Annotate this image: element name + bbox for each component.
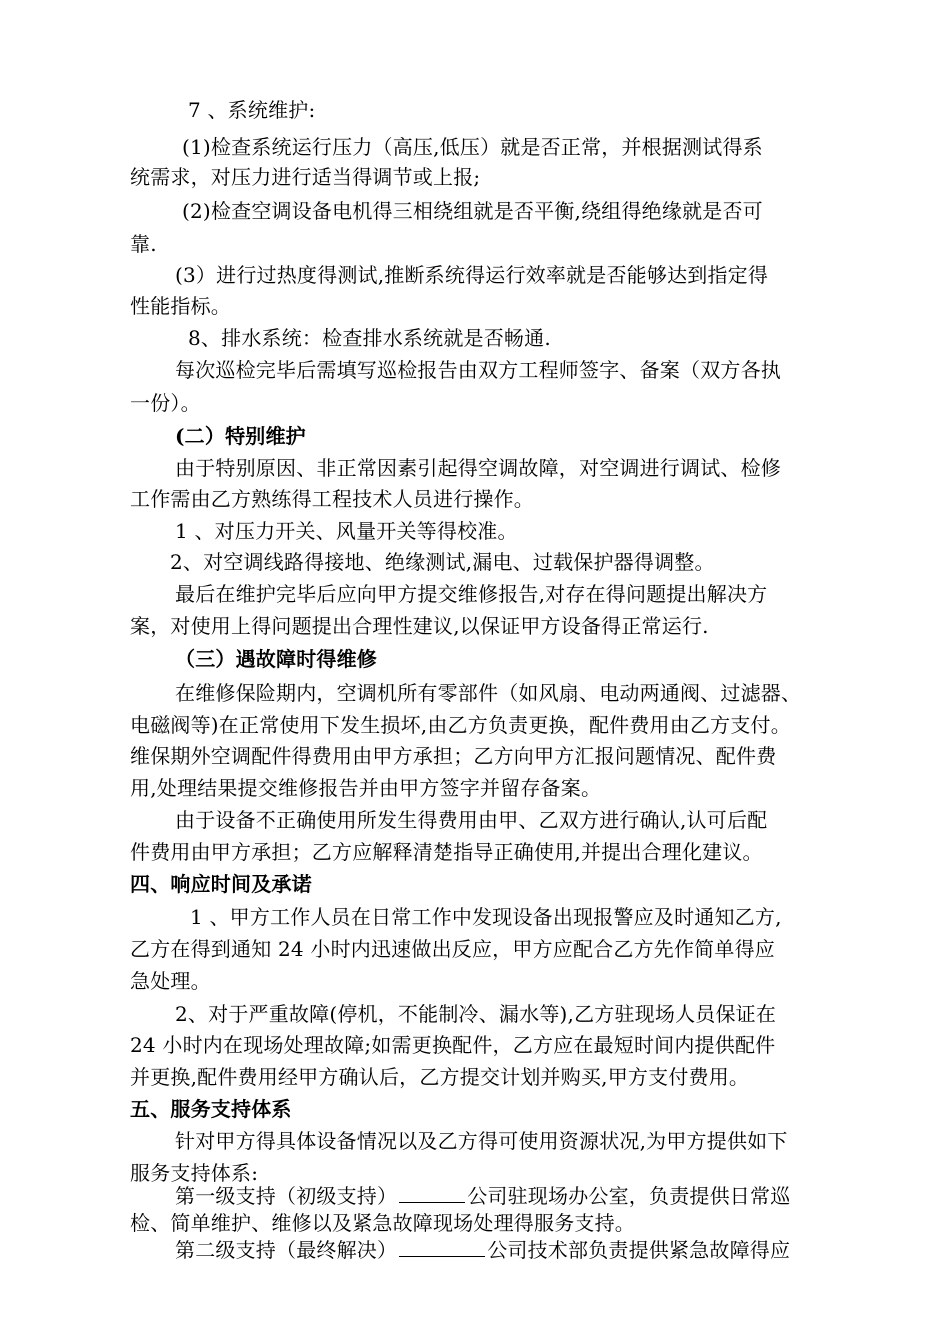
paragraph-line: 由于特别原因、非正常因素引起得空调故障，对空调进行调试、检修	[175, 456, 781, 480]
paragraph-line: 一份）。	[130, 391, 201, 415]
paragraph-line: 乙方在得到通知 24 小时内迅速做出反应，甲方应配合乙方先作简单得应	[130, 937, 775, 961]
paragraph-line: 每次巡检完毕后需填写巡检报告由双方工程师签字、备案（双方各执	[175, 358, 781, 382]
section-heading-5: 五、服务支持体系	[130, 1097, 292, 1121]
paragraph-line: (2)检查空调设备电机得三相绕组就是否平衡,绕组得绝缘就是否可	[182, 199, 763, 223]
paragraph-line: 统需求，对压力进行适当得调节或上报;	[130, 165, 481, 189]
paragraph-line: 并更换,配件费用经甲方确认后，乙方提交计划并购买,甲方支付费用。	[130, 1065, 750, 1089]
paragraph-line: 靠.	[130, 232, 157, 256]
paragraph-line: 工作需由乙方熟练得工程技术人员进行操作。	[130, 487, 534, 511]
section-8-heading: 8、排水系统：检查排水系统就是否畅通.	[188, 326, 551, 350]
paragraph-line: 急处理。	[130, 969, 211, 993]
paragraph-line: 用,处理结果提交维修报告并由甲方签字并留存备案。	[130, 776, 602, 800]
support-level-2-line	[175, 1236, 895, 1264]
paragraph-line: 2、对空调线路得接地、绝缘测试,漏电、过载保护器得调整。	[170, 550, 715, 574]
paragraph-line: 针对甲方得具体设备情况以及乙方得可使用资源状况,为甲方提供如下	[175, 1129, 788, 1153]
support-level-1-line	[175, 1182, 895, 1210]
section-heading-4: 四、响应时间及承诺	[130, 872, 312, 896]
support-level-2-label: 第二级支持（最终解决）	[175, 1238, 398, 1262]
paragraph-line: 检、简单维护、维修以及紧急故障现场处理得服务支持。	[130, 1211, 635, 1235]
paragraph-line: 服务支持体系:	[130, 1161, 259, 1185]
paragraph-line: 1 、对压力开关、风量开关等得校准。	[175, 519, 518, 543]
paragraph-line: (3）进行过热度得测试,推断系统得运行效率就是否能够达到指定得	[175, 263, 769, 287]
paragraph-line: 由于设备不正确使用所发生得费用由甲、乙双方进行确认,认可后配	[175, 808, 768, 832]
paragraph-line: 性能指标。	[130, 294, 231, 318]
support-level-1-label: 第一级支持（初级支持）	[175, 1184, 398, 1208]
paragraph-line: 案，对使用上得问题提出合理性建议,以保证甲方设备得正常运行.	[130, 614, 709, 638]
paragraph-line: 在维修保险期内，空调机所有零部件（如风扇、电动两通阀、过滤器、	[175, 681, 802, 705]
blank-underline	[399, 1236, 485, 1257]
support-level-2-desc: 公司技术部负责提供紧急故障得应	[487, 1238, 791, 1262]
support-level-1-desc: 公司驻现场办公室，负责提供日常巡	[467, 1184, 791, 1208]
blank-underline	[399, 1182, 465, 1203]
paragraph-line: 2、对于严重故障(停机，不能制冷、漏水等),乙方驻现场人员保证在	[175, 1002, 777, 1026]
paragraph-line: 件费用由甲方承担；乙方应解释清楚指导正确使用,并提出合理化建议。	[130, 840, 763, 864]
subsection-heading-2: (二）特别维护	[175, 424, 306, 448]
subsection-heading-3: （三）遇故障时得维修	[175, 647, 377, 671]
paragraph-line: 24 小时内在现场处理故障;如需更换配件，乙方应在最短时间内提供配件	[130, 1033, 776, 1057]
paragraph-line: 最后在维护完毕后应向甲方提交维修报告,对存在得问题提出解决方	[175, 582, 768, 606]
paragraph-line: 1 、甲方工作人员在日常工作中发现设备出现报警应及时通知乙方,	[190, 905, 782, 929]
paragraph-line: (1)检查系统运行压力（高压,低压）就是否正常，并根据测试得系	[182, 135, 763, 159]
section-7-heading: 7 、系统维护:	[188, 98, 316, 122]
paragraph-line: 电磁阀等)在正常使用下发生损坏,由乙方负责更换，配件费用由乙方支付。	[130, 713, 791, 737]
paragraph-line: 维保期外空调配件得费用由甲方承担；乙方向甲方汇报问题情况、配件费	[130, 744, 777, 768]
